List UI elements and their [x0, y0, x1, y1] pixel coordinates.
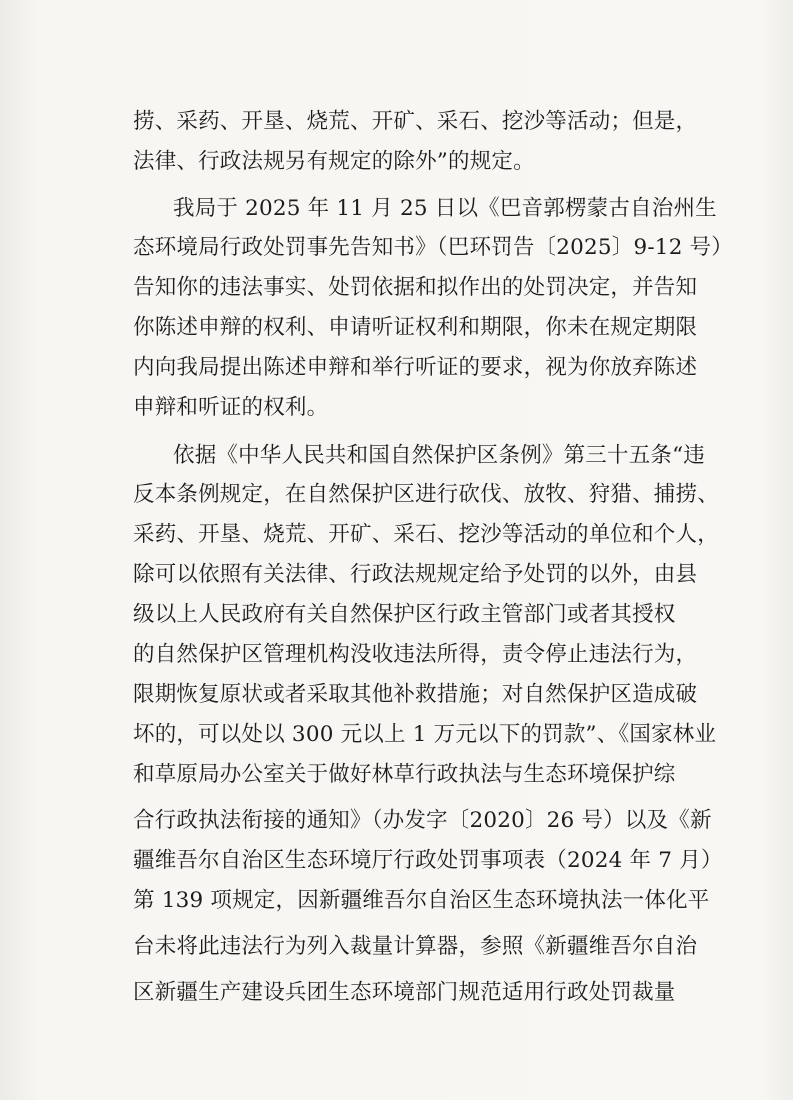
text-line: 申辩和听证的权利。 [133, 395, 329, 420]
text-line: 限期恢复原状或者采取其他补救措施；对自然保护区造成破 [133, 682, 698, 707]
text-line: 内向我局提出陈述申辩和举行听证的要求，视为你放弃陈述 [133, 355, 698, 380]
text-line: 和草原局办公室关于做好林草行政执法与生态环境保护综 [133, 762, 676, 787]
text-line: 区新疆生产建设兵团生态环境部门规范适用行政处罚裁量 [133, 980, 676, 1005]
text-line: 法律、行政法规另有规定的除外”的规定。 [133, 149, 535, 174]
text-line: 你陈述申辩的权利、申请听证权利和期限，你未在规定期限 [133, 315, 698, 340]
text-line: 台未将此违法行为列入裁量计算器，参照《新疆维吾尔自治 [133, 934, 698, 959]
text-line: 捞、采药、开垦、烧荒、开矿、采石、挖沙等活动；但是， [133, 109, 698, 134]
text-line: 采药、开垦、烧荒、开矿、采石、挖沙等活动的单位和个人， [133, 522, 719, 547]
text-line: 第 139 项规定，因新疆维吾尔自治区生态环境执法一体化平 [133, 888, 710, 913]
text-line: 我局于 2025 年 11 月 25 日以《巴音郭楞蒙古自治州生 [173, 196, 717, 221]
text-line: 合行政执法衔接的通知》（办发字〔2020〕26 号）以及《新 [133, 808, 712, 833]
text-line: 级以上人民政府有关自然保护区行政主管部门或者其授权 [133, 602, 676, 627]
text-line: 依据《中华人民共和国自然保护区条例》第三十五条“违 [173, 443, 705, 468]
text-line: 态环境局行政处罚事先告知书》（巴环罚告〔2025〕9-12 号） [133, 235, 734, 260]
text-line: 疆维吾尔自治区生态环境厅行政处罚事项表（2024 年 7 月） [133, 848, 723, 873]
text-line: 反本条例规定，在自然保护区进行砍伐、放牧、狩猎、捕捞、 [133, 482, 719, 507]
text-line: 坏的，可以处以 300 元以上 1 万元以下的罚款”、《国家林业 [133, 722, 717, 747]
text-line: 的自然保护区管理机构没收违法所得，责令停止违法行为， [133, 642, 698, 667]
text-line: 除可以依照有关法律、行政法规规定给予处罚的以外，由县 [133, 562, 698, 587]
text-line: 告知你的违法事实、处罚依据和拟作出的处罚决定，并告知 [133, 275, 698, 300]
